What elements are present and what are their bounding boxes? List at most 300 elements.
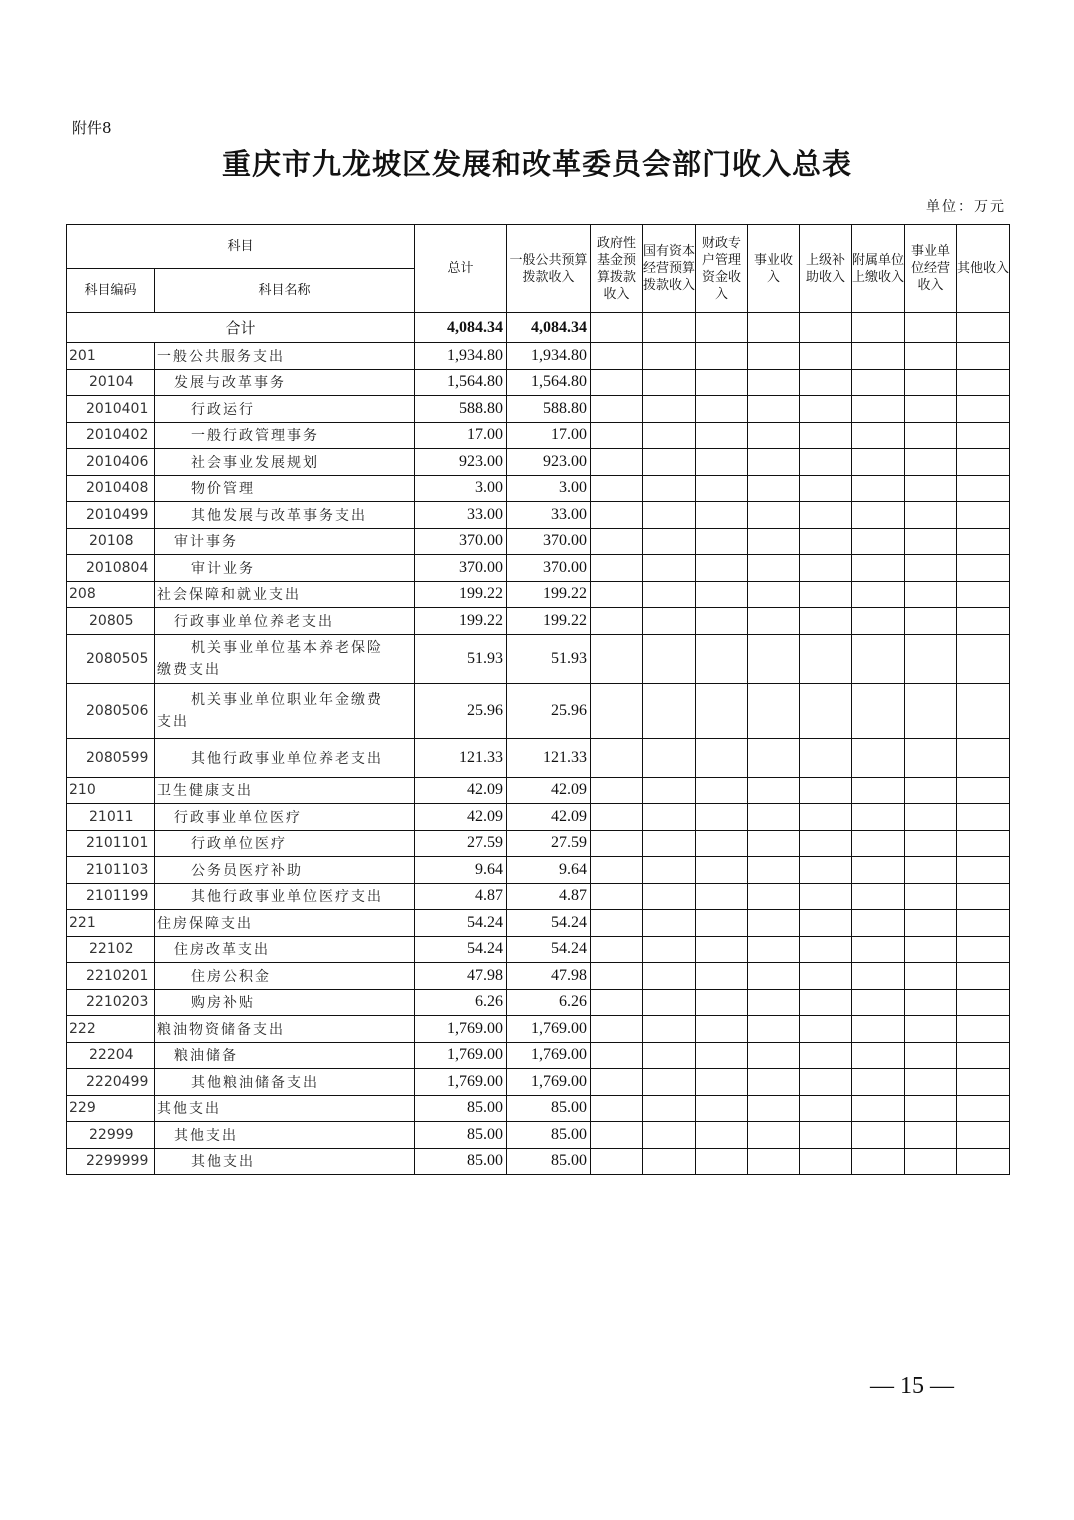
empty-cell [643, 857, 696, 884]
empty-cell [957, 475, 1010, 502]
row-code: 2010499 [67, 502, 155, 529]
table-row [67, 475, 1010, 502]
row-code: 2299999 [67, 1148, 155, 1175]
row-code: 2010402 [67, 422, 155, 449]
empty-cell [800, 1069, 852, 1096]
row-name: 物价管理 [155, 475, 415, 502]
row-general-budget: 199.22 [507, 581, 591, 608]
row-code: 201 [67, 343, 155, 370]
row-code: 2220499 [67, 1069, 155, 1096]
row-total: 199.22 [415, 608, 507, 635]
row-total: 1,934.80 [415, 343, 507, 370]
row-name: 其他粮油储备支出 [155, 1069, 415, 1096]
empty-cell [748, 1069, 800, 1096]
empty-cell [957, 963, 1010, 990]
empty-cell [957, 804, 1010, 831]
empty-cell [591, 1148, 643, 1175]
empty-cell [800, 449, 852, 476]
table-row [67, 449, 1010, 476]
row-name: 其他支出 [155, 1122, 415, 1149]
empty-cell [696, 449, 748, 476]
empty-cell [957, 857, 1010, 884]
empty-cell [800, 738, 852, 777]
empty-cell [905, 555, 957, 582]
empty-cell [591, 683, 643, 738]
empty-cell [643, 634, 696, 683]
row-general-budget: 588.80 [507, 396, 591, 423]
row-general-budget: 3.00 [507, 475, 591, 502]
empty-cell [643, 422, 696, 449]
row-name: 一般行政管理事务 [155, 422, 415, 449]
empty-cell [591, 936, 643, 963]
empty-cell [591, 555, 643, 582]
row-total: 1,769.00 [415, 1016, 507, 1043]
row-total: 1,564.80 [415, 369, 507, 396]
empty-cell [643, 830, 696, 857]
empty-cell [748, 883, 800, 910]
row-total: 17.00 [415, 422, 507, 449]
empty-cell [800, 963, 852, 990]
empty-cell [957, 830, 1010, 857]
header-general-budget: 一般公共预算拨款收入 [507, 225, 591, 313]
empty-cell [696, 777, 748, 804]
empty-cell [591, 830, 643, 857]
empty-cell [748, 989, 800, 1016]
row-code: 222 [67, 1016, 155, 1043]
row-general-budget: 85.00 [507, 1122, 591, 1149]
empty-cell [852, 1069, 905, 1096]
row-code: 2101103 [67, 857, 155, 884]
table-row [67, 343, 1010, 370]
empty-cell [957, 343, 1010, 370]
row-total: 1,769.00 [415, 1069, 507, 1096]
empty-cell [905, 634, 957, 683]
empty-cell [957, 449, 1010, 476]
row-general-budget: 1,769.00 [507, 1016, 591, 1043]
row-name: 其他行政事业单位医疗支出 [155, 883, 415, 910]
empty-cell [591, 475, 643, 502]
empty-cell [696, 1095, 748, 1122]
row-code: 210 [67, 777, 155, 804]
empty-cell [905, 936, 957, 963]
empty-cell [696, 857, 748, 884]
empty-cell [748, 738, 800, 777]
empty-cell [905, 449, 957, 476]
empty-cell [905, 1069, 957, 1096]
row-code: 2101199 [67, 883, 155, 910]
empty-cell [748, 910, 800, 937]
empty-cell [852, 396, 905, 423]
row-general-budget: 370.00 [507, 528, 591, 555]
row-name: 粮油物资储备支出 [155, 1016, 415, 1043]
empty-cell [905, 857, 957, 884]
empty-cell [696, 422, 748, 449]
row-name: 卫生健康支出 [155, 777, 415, 804]
empty-cell [852, 936, 905, 963]
row-total: 923.00 [415, 449, 507, 476]
empty-cell [696, 634, 748, 683]
empty-cell [800, 857, 852, 884]
empty-cell [643, 369, 696, 396]
row-code: 20108 [67, 528, 155, 555]
row-code: 229 [67, 1095, 155, 1122]
empty-cell [905, 343, 957, 370]
row-name: 一般公共服务支出 [155, 343, 415, 370]
table-row [67, 502, 1010, 529]
empty-cell [905, 683, 957, 738]
row-name: 行政事业单位医疗 [155, 804, 415, 831]
table-row [67, 1042, 1010, 1069]
empty-cell [800, 369, 852, 396]
empty-cell [957, 396, 1010, 423]
row-name: 其他支出 [155, 1095, 415, 1122]
empty-cell [748, 528, 800, 555]
empty-cell [957, 989, 1010, 1016]
row-total: 370.00 [415, 528, 507, 555]
header-name: 科目名称 [155, 269, 415, 313]
row-total: 6.26 [415, 989, 507, 1016]
empty-cell [643, 528, 696, 555]
row-total: 3.00 [415, 475, 507, 502]
table-row [67, 738, 1010, 777]
row-total: 4.87 [415, 883, 507, 910]
empty-cell [748, 777, 800, 804]
empty-cell [591, 963, 643, 990]
empty-cell [905, 777, 957, 804]
row-code: 2210201 [67, 963, 155, 990]
empty-cell [696, 608, 748, 635]
empty-cell [800, 422, 852, 449]
empty-cell [905, 369, 957, 396]
empty-cell [905, 475, 957, 502]
empty-cell [957, 369, 1010, 396]
empty-cell [643, 555, 696, 582]
total-value: 4,084.34 [415, 313, 507, 343]
row-code: 2101101 [67, 830, 155, 857]
table-row [67, 989, 1010, 1016]
empty-cell [852, 1095, 905, 1122]
row-code: 208 [67, 581, 155, 608]
table-row [67, 608, 1010, 635]
empty-cell [852, 1122, 905, 1149]
empty-cell [852, 634, 905, 683]
empty-cell [800, 804, 852, 831]
empty-cell [643, 396, 696, 423]
empty-cell [905, 581, 957, 608]
unit-label: 单位：万元 [926, 199, 1006, 215]
row-general-budget: 1,769.00 [507, 1042, 591, 1069]
empty-cell [800, 1016, 852, 1043]
empty-cell [591, 1095, 643, 1122]
table-row [67, 528, 1010, 555]
row-code: 21011 [67, 804, 155, 831]
income-summary-table [66, 224, 1010, 1175]
empty-cell [643, 608, 696, 635]
row-name: 行政运行 [155, 396, 415, 423]
header-other-income: 其他收入 [957, 225, 1010, 313]
empty-cell [696, 1122, 748, 1149]
row-code: 2080599 [67, 738, 155, 777]
row-general-budget: 370.00 [507, 555, 591, 582]
empty-cell [852, 528, 905, 555]
empty-cell [591, 1042, 643, 1069]
row-name: 其他支出 [155, 1148, 415, 1175]
row-general-budget: 6.26 [507, 989, 591, 1016]
row-total: 121.33 [415, 738, 507, 777]
row-name: 住房公积金 [155, 963, 415, 990]
empty-cell [748, 502, 800, 529]
row-total: 9.64 [415, 857, 507, 884]
empty-cell [957, 1148, 1010, 1175]
empty-cell [957, 777, 1010, 804]
empty-cell [591, 608, 643, 635]
empty-cell [852, 555, 905, 582]
empty-cell [748, 343, 800, 370]
empty-cell [591, 738, 643, 777]
empty-cell [800, 396, 852, 423]
row-total: 51.93 [415, 634, 507, 683]
table-row [67, 777, 1010, 804]
empty-cell [643, 1122, 696, 1149]
row-name: 机关事业单位职业年金缴费 支出 [155, 683, 415, 738]
empty-cell [696, 883, 748, 910]
empty-cell [748, 555, 800, 582]
empty-cell [957, 738, 1010, 777]
total-label: 合计 [67, 313, 415, 343]
row-total: 370.00 [415, 555, 507, 582]
empty-cell [852, 343, 905, 370]
row-code: 2010401 [67, 396, 155, 423]
empty-cell [800, 475, 852, 502]
row-name: 住房改革支出 [155, 936, 415, 963]
empty-cell [696, 1069, 748, 1096]
row-general-budget: 923.00 [507, 449, 591, 476]
empty-cell [643, 777, 696, 804]
row-code: 2210203 [67, 989, 155, 1016]
table-row [67, 581, 1010, 608]
page-number: — 15 — [870, 1373, 954, 1399]
empty-cell [591, 396, 643, 423]
empty-cell [957, 883, 1010, 910]
empty-cell [957, 528, 1010, 555]
header-subject: 科目 [67, 225, 415, 269]
empty-cell [957, 1069, 1010, 1096]
empty-cell [852, 989, 905, 1016]
empty-cell [591, 634, 643, 683]
row-name: 审计事务 [155, 528, 415, 555]
empty-cell [643, 1095, 696, 1122]
empty-cell [696, 936, 748, 963]
empty-cell [748, 634, 800, 683]
empty-cell [696, 963, 748, 990]
empty-cell [800, 1122, 852, 1149]
empty-cell [696, 738, 748, 777]
empty-cell [696, 343, 748, 370]
empty-cell [905, 608, 957, 635]
empty-cell [957, 581, 1010, 608]
empty-cell [748, 475, 800, 502]
row-name: 粮油储备 [155, 1042, 415, 1069]
empty-cell [800, 830, 852, 857]
empty-cell [800, 608, 852, 635]
empty-cell [852, 963, 905, 990]
header-business-income: 事业收入 [748, 225, 800, 313]
empty-cell [957, 1122, 1010, 1149]
empty-cell [800, 581, 852, 608]
empty-cell [696, 502, 748, 529]
empty-cell [905, 989, 957, 1016]
row-general-budget: 54.24 [507, 936, 591, 963]
empty-cell [643, 989, 696, 1016]
empty-cell [696, 804, 748, 831]
row-general-budget: 1,934.80 [507, 343, 591, 370]
table-row [67, 1122, 1010, 1149]
empty-cell [591, 883, 643, 910]
empty-cell [696, 475, 748, 502]
row-name: 住房保障支出 [155, 910, 415, 937]
table-row [67, 683, 1010, 738]
empty-cell [591, 1122, 643, 1149]
total-row [67, 313, 1010, 343]
attachment-label: 附件8 [72, 119, 112, 137]
empty-cell [643, 475, 696, 502]
empty-cell [696, 396, 748, 423]
empty-cell [643, 502, 696, 529]
empty-cell [591, 910, 643, 937]
header-code: 科目编码 [67, 269, 155, 313]
empty-cell [696, 1016, 748, 1043]
empty-cell [696, 528, 748, 555]
empty-cell [748, 936, 800, 963]
table-row [67, 396, 1010, 423]
row-general-budget: 1,769.00 [507, 1069, 591, 1096]
row-name: 社会保障和就业支出 [155, 581, 415, 608]
row-code: 2010804 [67, 555, 155, 582]
empty-cell [748, 1042, 800, 1069]
row-code: 2010408 [67, 475, 155, 502]
row-name: 行政事业单位养老支出 [155, 608, 415, 635]
table-row [67, 1069, 1010, 1096]
row-code: 22102 [67, 936, 155, 963]
row-name: 购房补贴 [155, 989, 415, 1016]
empty-cell [748, 830, 800, 857]
empty-cell [800, 883, 852, 910]
empty-cell [643, 963, 696, 990]
empty-cell [591, 1016, 643, 1043]
row-general-budget: 27.59 [507, 830, 591, 857]
empty-cell [696, 1148, 748, 1175]
row-code: 20805 [67, 608, 155, 635]
empty-cell [748, 396, 800, 423]
row-general-budget: 85.00 [507, 1148, 591, 1175]
empty-cell [696, 369, 748, 396]
header-affiliated-remit: 附属单位上缴收入 [852, 225, 905, 313]
empty-cell [800, 1148, 852, 1175]
row-total: 25.96 [415, 683, 507, 738]
empty-cell [852, 581, 905, 608]
header-superior-subsidy: 上级补助收入 [800, 225, 852, 313]
empty-cell [905, 1016, 957, 1043]
row-general-budget: 121.33 [507, 738, 591, 777]
empty-cell [800, 683, 852, 738]
table-row [67, 963, 1010, 990]
empty-cell [905, 963, 957, 990]
header-total: 总计 [415, 225, 507, 313]
empty-cell [591, 1069, 643, 1096]
header-special-account: 财政专户管理资金收入 [696, 225, 748, 313]
empty-cell [643, 738, 696, 777]
row-name: 社会事业发展规划 [155, 449, 415, 476]
empty-cell [905, 396, 957, 423]
row-code: 2080505 [67, 634, 155, 683]
row-total: 42.09 [415, 804, 507, 831]
table-row [67, 555, 1010, 582]
empty-cell [643, 1042, 696, 1069]
empty-cell [643, 581, 696, 608]
empty-cell [957, 634, 1010, 683]
empty-cell [800, 634, 852, 683]
empty-cell [957, 502, 1010, 529]
row-total: 47.98 [415, 963, 507, 990]
empty-cell [852, 857, 905, 884]
row-name: 其他行政事业单位养老支出 [155, 738, 415, 777]
empty-cell [957, 608, 1010, 635]
empty-cell [957, 1016, 1010, 1043]
empty-cell [748, 369, 800, 396]
row-name: 审计业务 [155, 555, 415, 582]
empty-cell [748, 1016, 800, 1043]
header-state-capital: 国有资本经营预算拨款收入 [643, 225, 696, 313]
row-general-budget: 54.24 [507, 910, 591, 937]
empty-cell [800, 1095, 852, 1122]
row-total: 33.00 [415, 502, 507, 529]
empty-cell [643, 683, 696, 738]
empty-cell [748, 683, 800, 738]
empty-cell [852, 777, 905, 804]
empty-cell [852, 1016, 905, 1043]
empty-cell [852, 830, 905, 857]
table-row [67, 422, 1010, 449]
empty-cell [957, 936, 1010, 963]
row-general-budget: 51.93 [507, 634, 591, 683]
total-general-budget: 4,084.34 [507, 313, 591, 343]
row-general-budget: 25.96 [507, 683, 591, 738]
empty-cell [643, 1016, 696, 1043]
empty-cell [852, 369, 905, 396]
row-name: 行政单位医疗 [155, 830, 415, 857]
empty-cell [696, 1042, 748, 1069]
row-code: 221 [67, 910, 155, 937]
row-general-budget: 199.22 [507, 608, 591, 635]
row-total: 42.09 [415, 777, 507, 804]
empty-cell [643, 910, 696, 937]
row-general-budget: 17.00 [507, 422, 591, 449]
row-general-budget: 1,564.80 [507, 369, 591, 396]
row-total: 85.00 [415, 1122, 507, 1149]
empty-cell [905, 502, 957, 529]
row-total: 199.22 [415, 581, 507, 608]
empty-cell [591, 804, 643, 831]
empty-cell [748, 422, 800, 449]
empty-cell [591, 989, 643, 1016]
empty-cell [591, 581, 643, 608]
empty-cell [905, 910, 957, 937]
empty-cell [696, 683, 748, 738]
empty-cell [852, 683, 905, 738]
empty-cell [905, 422, 957, 449]
empty-cell [643, 449, 696, 476]
table-row [67, 634, 1010, 683]
